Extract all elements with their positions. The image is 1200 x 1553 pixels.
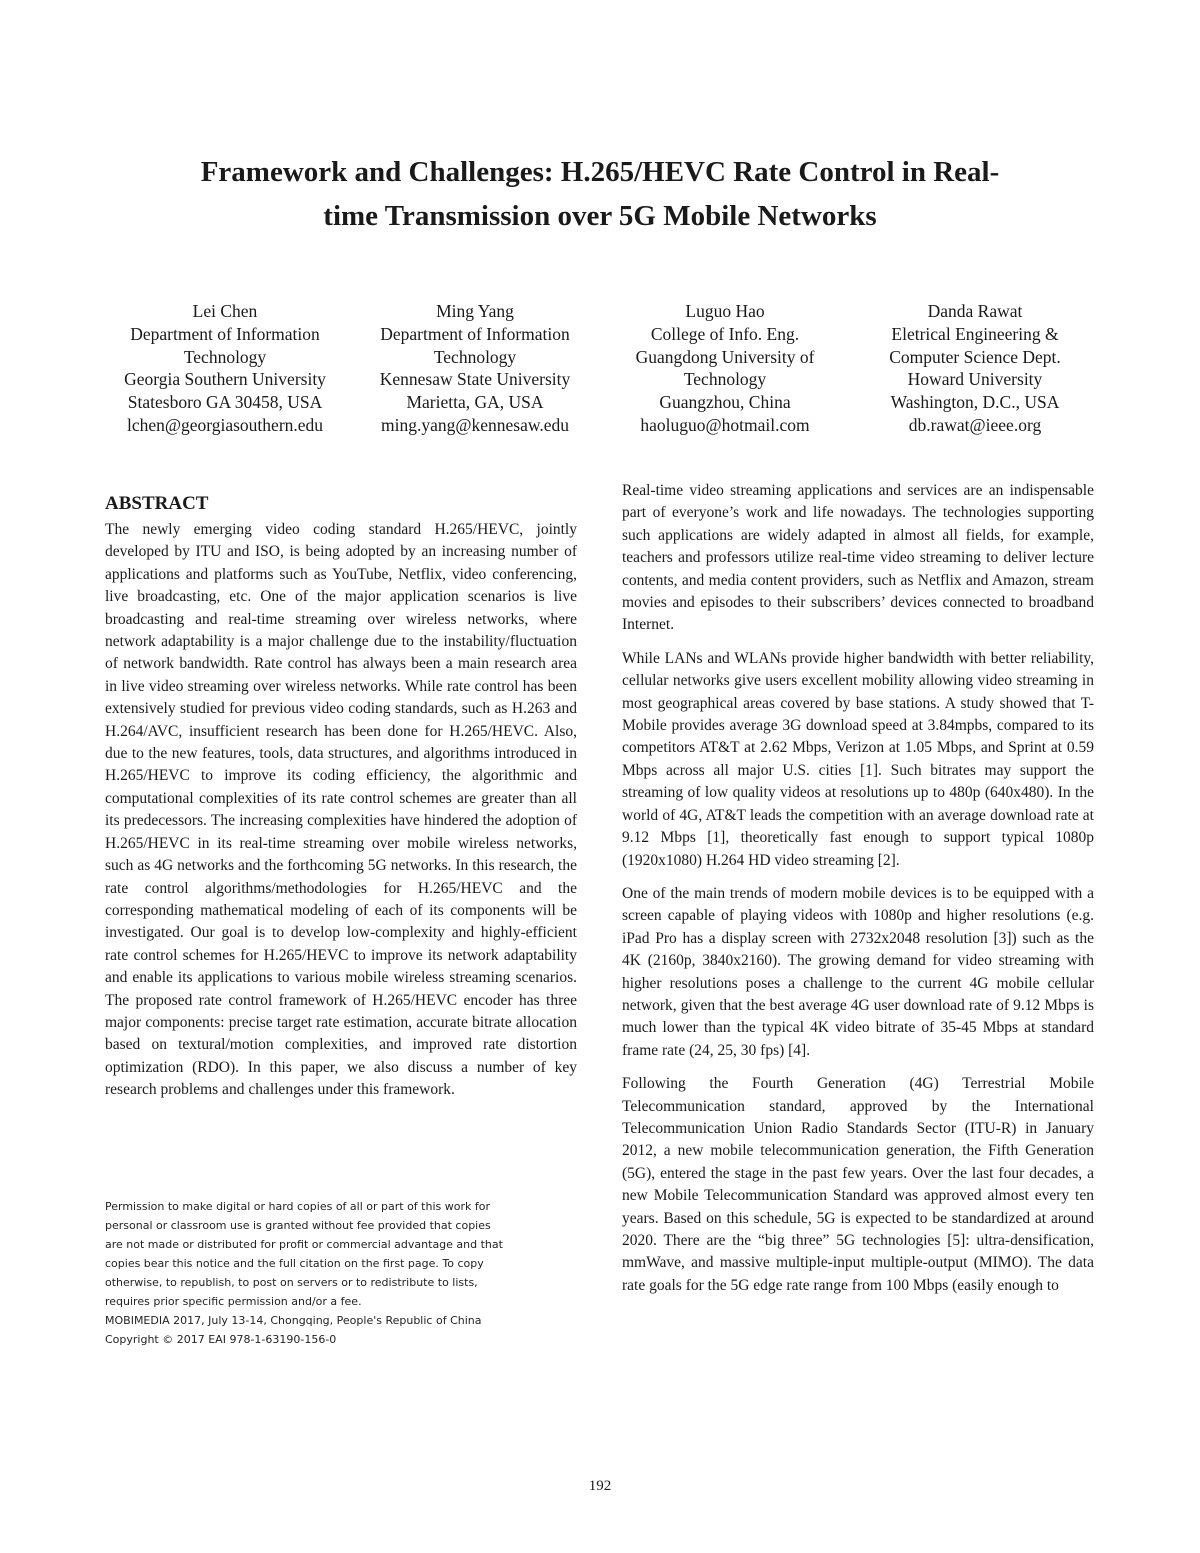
permission-line: are not made or distributed for profit or commercial advantage and that [105,1238,503,1251]
right-column [622,480,1094,1308]
title-line-2: time Transmission over 5G Mobile Networks [323,200,877,232]
abstract-heading: ABSTRACT [105,493,209,514]
author-affiliation: Georgia Southern University [124,369,326,390]
author-affiliation: Technology [683,369,767,390]
author-affiliation: Eletrical Engineering & [891,323,1059,344]
body-paragraph: While LANs and WLANs provide higher bandwidth with better reliability, cellular networks give users excellent mobility allowing video streaming in most geographical areas covered by base stations. A study showed that T-Mobile provides average 3G download speed at 3.84mpbs, compared to its competitors AT&T at 2.62 Mbps, Verizon at 1.05 Mbps, and Sprint at 0.59 Mbps across all major U.S. cities [1]. Such bitrates may support the streaming of low quality videos at resolutions up to 480p (640x480). In the world of 4G, AT&T leads the competition with an average download rate at 9.12 Mbps [1], theoretically fast enough to support typical 1080p (1920x1080) H.264 HD video streaming [2]. [622,649,1094,869]
body-paragraph: One of the main trends of modern mobile devices is to be equipped with a screen capable of playing videos with 1080p and higher resolutions (e.g. iPad Pro has a display screen with 2732x2048 resolution [3]) such as the 4K (2160p, 3840x2160). The growing demand for video streaming with higher resolutions poses a challenge to the current 4G mobile cellular network, given that the best average 4G user download rate of 9.12 Mbps is much lower than the typical 4K video bitrate of 35-45 Mbps at standard frame rate (24, 25, 30 fps) [4]. [622,884,1094,1059]
permission-notice [105,1197,577,1349]
author-email: db.rawat@ieee.org [908,414,1042,435]
author-affiliation: Department of Information [130,323,320,344]
author-affiliation: Howard University [907,369,1043,390]
author-affiliation: Guangdong University of [635,346,815,367]
author-location: Marietta, GA, USA [406,392,544,413]
author-name: Ming Yang [436,301,514,321]
author-location: Washington, D.C., USA [890,392,1060,413]
permission-line: Permission to make digital or hard copies of all or part of this work for [105,1200,490,1213]
author-2 [350,300,600,437]
permission-line: personal or classroom use is granted without fee provided that copies [105,1219,491,1232]
author-location: Statesboro GA 30458, USA [127,392,323,413]
author-email: lchen@georgiasouthern.edu [126,414,324,435]
author-email: haoluguo@hotmail.com [640,414,810,435]
left-column [105,492,577,1102]
permission-line: otherwise, to republish, to post on servers or to redistribute to lists, [105,1276,478,1289]
body-paragraph: Following the Fourth Generation (4G) Terrestrial Mobile Telecommunication standard, approved by the International Telecommunication Union Radio Standards Sector (ITU-R) in January 2012, a new mobile telecommunication generation, the Fifth Generation (5G), entered the stage in the past few years. Over the last four decades, a new Mobile Telecommunication Standard was approved almost every ten years. Based on this schedule, 5G is expected to be standardized at around 2020. There are the “big three” 5G technologies [5]: ultra-densification, mmWave, and massive multiple-input multiple-output (MIMO). The data rate goals for the 5G edge rate range from 100 Mbps (easily enough to [622,1075,1094,1294]
author-affiliation: College of Info. Eng. [650,323,800,344]
body-paragraph: Real-time video streaming applications and services are an indispensable part of everyone’s work and life nowadays. The technologies supporting such applications are widely adapted in almost all fields, for example, teachers and professors utilize real-time video streaming to deliver lecture contents, and media content providers, such as Netflix and Amazon, stream movies and episodes to their subscribers’ devices connected to broadband Internet. [622,482,1094,634]
copyright-line: Copyright © 2017 EAI 978-1-63190-156-0 [105,1333,337,1346]
author-affiliation: Kennesaw State University [379,369,571,390]
author-1 [100,300,350,437]
author-email: ming.yang@kennesaw.edu [381,414,569,435]
author-name: Lei Chen [192,301,258,321]
author-block [100,300,1100,437]
paper-title [100,150,1100,238]
author-4 [850,300,1100,437]
author-affiliation: Department of Information [380,323,570,344]
title-line-1: Framework and Challenges: H.265/HEVC Rate Control in Real- [200,156,1000,188]
permission-line: requires prior specific permission and/or a fee. [105,1295,362,1308]
author-location: Guangzhou, China [659,392,791,413]
author-affiliation: Technology [183,346,267,367]
author-3 [600,300,850,437]
author-name: Danda Rawat [927,301,1023,321]
author-name: Luguo Hao [685,301,765,321]
author-affiliation: Technology [433,346,517,367]
author-affiliation: Computer Science Dept. [889,346,1061,367]
permission-line: copies bear this notice and the full citation on the first page. To copy [105,1257,484,1270]
abstract-paragraph: The newly emerging video coding standard H.265/HEVC, jointly developed by ITU and ISO, is being adopted by an increasing number of applications and platforms such as YouTube, Netflix, video conferencing, live broadcasting, etc. One of the major application scenarios is live broadcasting and real-time streaming over wireless networks, where network adaptability is a major challenge due to the instability/fluctuation of network bandwidth. Rate control has always been a main research area in live video streaming over wireless networks. While rate control has been extensively studied for previous video coding standards, such as H.263 and H.264/AVC, insufficient research has been done for H.265/HEVC. Also, due to the new features, tools, data structures, and algorithms introduced in H.265/HEVC to improve its coding efficiency, the algorithmic and computational complexities of its rate control schemes are greater than all its predecessors. The increasing complexities have hindered the adoption of H.265/HEVC in its real-time streaming over mobile wireless networks, such as 4G networks and the forthcoming 5G networks. In this research, the rate control algorithms/methodologies for H.265/HEVC and the corresponding mathematical modeling of each of its components will be investigated. Our goal is to develop low-complexity and highly-efficient rate control schemes for H.265/HEVC to improve its network adaptability and enable its applications to various mobile wireless streaming scenarios. The proposed rate control framework of H.265/HEVC encoder has three major components: precise target rate estimation, accurate bitrate allocation based on textural/motion complexities, and improved rate distortion optimization (RDO). In this paper, we also discuss a number of key research problems and challenges under this framework. [105,521,577,1099]
conference-line: MOBIMEDIA 2017, July 13-14, Chongqing, People's Republic of China [105,1314,482,1327]
page-number: 192 [588,1478,612,1494]
